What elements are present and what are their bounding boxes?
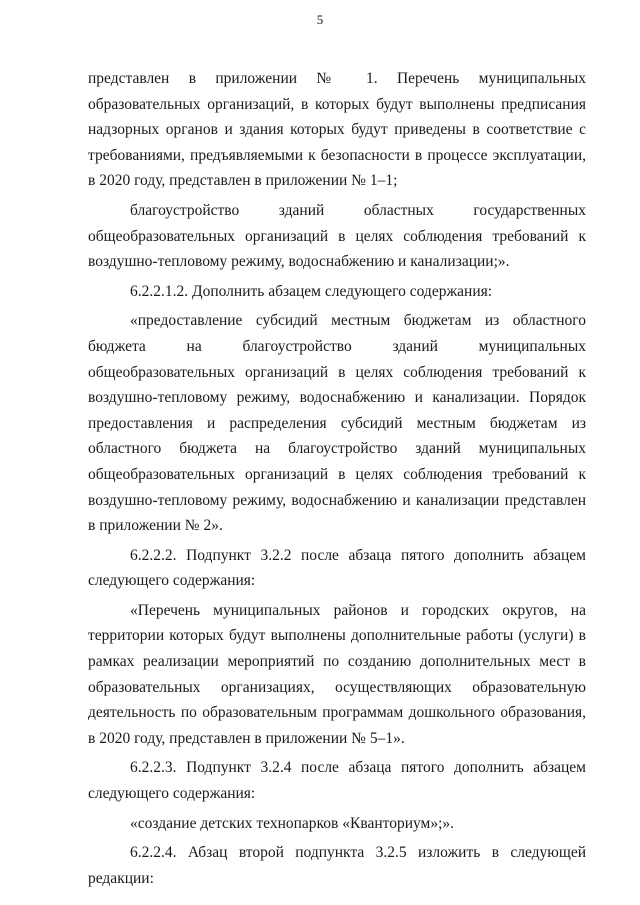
page-number: 5 xyxy=(316,12,324,27)
paragraph-improvement-regional: благоустройство зданий областных государственных общеобразовательных организаций в целях соблюдения требований к воздушно-тепловому режиму, водоснабжению и канализации;». xyxy=(88,201,586,271)
paragraph-subsidies-quote: «предоставление субсидий местным бюджетам из областного бюджета на благоустройство зданий муниципальных общеобразовательных организаций в целях соблюдения требований к воздушно-тепловому режиму, водоснабжению и канализации. Порядок предоставления и распределения субсидий местным бюджетам из областного бюджета на благоустройство зданий муниципальных общеобразовательных организаций в целях соблюдения требований к воздушно-тепловому режиму, водоснабжению и канализации представлен в приложении № 2». xyxy=(88,312,586,535)
paragraph-districts-quote: «Перечень муниципальных районов и городских округов, на территории которых будут выполнены дополнительные работы (услуги) в рамках реализации мероприятий по созданию дополнительных мест в образовательных организациях, осуществляющих образовательную деятельность по образовательным программам дошкольного образования, в 2020 году, представлен в приложении № 5–1». xyxy=(88,601,586,747)
paragraph-kvantorium-quote: «создание детских технопарков «Кванториум»;». xyxy=(130,814,455,832)
paragraph-item-6-2-2-1-2: 6.2.2.1.2. Дополнить абзацем следующего содержания: xyxy=(130,282,493,300)
paragraph-item-6-2-2-2: 6.2.2.2. Подпункт 3.2.2 после абзаца пятого дополнить абзацем следующего содержания: xyxy=(88,546,586,590)
document-body xyxy=(88,66,586,891)
paragraph-continuation: представлен в приложении № 1. Перечень муниципальных образовательных организаций, в которых будут выполнены предписания надзорных органов и здания которых будут приведены в соответствие с требованиями, предъявляемыми к безопасности в процессе эксплуатации, в 2020 году, представлен в приложении № 1–1; xyxy=(88,70,586,190)
paragraph-item-6-2-2-3: 6.2.2.3. Подпункт 3.2.4 после абзаца пятого дополнить абзацем следующего содержания: xyxy=(88,759,586,803)
paragraph-item-6-2-2-4: 6.2.2.4. Абзац второй подпункта 3.2.5 изложить в следующей редакции: xyxy=(88,844,586,887)
